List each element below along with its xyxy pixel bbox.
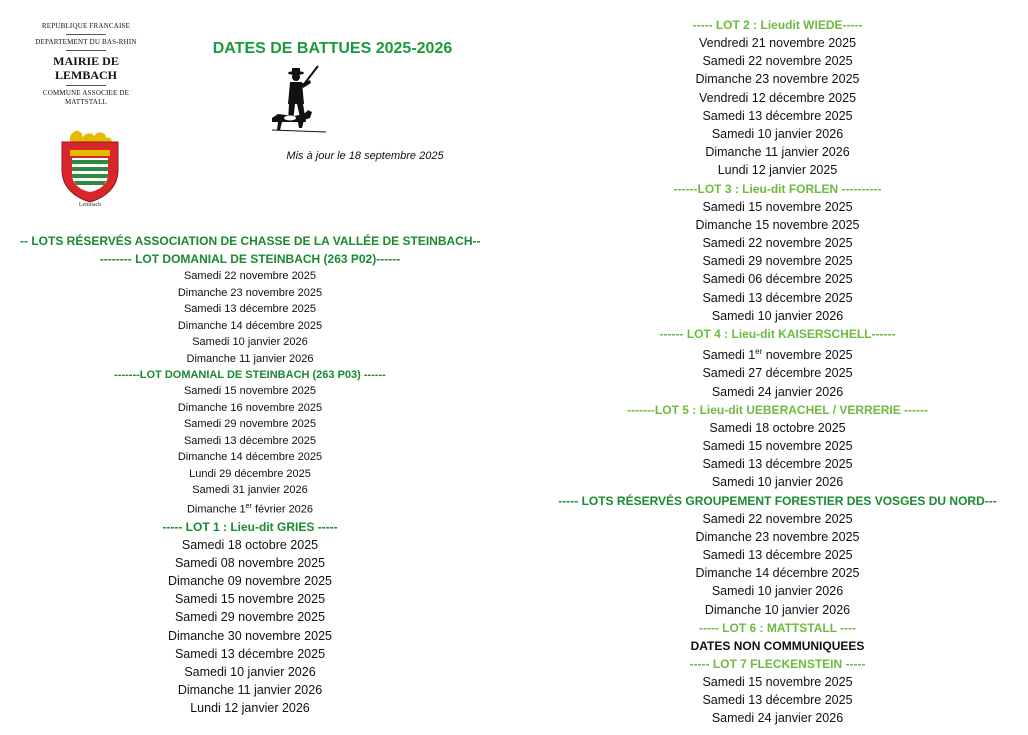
commune-associee-name: MATTSTALL <box>64 98 108 106</box>
date-item: Samedi 29 novembre 2025 <box>702 254 853 269</box>
lot-5-dates <box>555 419 1000 492</box>
lot-2-header: ----- LOT 2 : Lieudit WIEDE----- <box>692 18 863 32</box>
mairie-header <box>24 22 148 107</box>
date-item: Samedi 15 novembre 2025 <box>702 674 853 689</box>
date-item: Dimanche 16 novembre 2025 <box>177 401 323 414</box>
date-item: Samedi 13 décembre 2025 <box>174 646 326 661</box>
date-item: Samedi 22 novembre 2025 <box>702 54 853 69</box>
date-item: Samedi 13 décembre 2025 <box>702 693 853 708</box>
right-column <box>555 16 1000 727</box>
ordinal-suffix: er <box>245 502 252 510</box>
lot-5-header: -------LOT 5 : Lieu-dit UEBERACHEL / VERRERIE ------ <box>626 402 929 417</box>
date-item: Samedi 29 novembre 2025 <box>174 610 326 625</box>
date-item: Samedi 15 novembre 2025 <box>174 592 326 607</box>
date-item: Lundi 29 décembre 2025 <box>189 467 311 480</box>
date-item: Samedi 13 décembre 2025 <box>183 303 317 315</box>
date-item: Samedi 24 janvier 2026 <box>711 384 844 399</box>
date-item: Vendredi 12 décembre 2025 <box>698 90 857 105</box>
commune-name: LEMBACH <box>54 68 117 82</box>
date-item: Samedi 31 janvier 2026 <box>192 484 308 496</box>
date-prefix: Dimanche 1 <box>186 503 246 516</box>
date-item: Dimanche 14 décembre 2025 <box>177 451 323 463</box>
departement-label: DEPARTEMENT DU BAS-RHIN <box>35 38 137 46</box>
date-item: Dimanche 14 décembre 2025 <box>177 319 323 332</box>
lot-4-header: ------ LOT 4 : Lieu-dit KAISERSCHELL------ <box>659 327 896 342</box>
date-item: Samedi 10 janvier 2026 <box>711 308 844 323</box>
date-item: Samedi 13 décembre 2025 <box>702 290 853 305</box>
lot-7-header: ----- LOT 7 FLECKENSTEIN ----- <box>689 656 866 671</box>
lot-p03-header: -------LOT DOMANIAL DE STEINBACH (263 P03) ------ <box>114 369 386 381</box>
date-item <box>20 499 480 518</box>
date-suffix: février 2026 <box>251 503 314 516</box>
ordinal-suffix: er <box>755 347 763 357</box>
date-item: Samedi 15 novembre 2025 <box>702 439 853 454</box>
date-item: Samedi 24 janvier 2026 <box>711 711 844 726</box>
divider <box>66 50 106 51</box>
date-prefix: Samedi 1 <box>702 348 756 363</box>
date-item: Samedi 13 décembre 2025 <box>702 548 853 563</box>
lot-3-dates <box>555 198 1000 325</box>
date-item: Dimanche 14 décembre 2025 <box>695 566 860 581</box>
date-item: Dimanche 09 novembre 2025 <box>168 574 332 589</box>
groupement-forestier-heading: ----- LOTS RÉSERVÉS GROUPEMENT FORESTIER DES VOSGES DU NORD--- <box>558 493 997 508</box>
date-item: Samedi 10 janvier 2026 <box>711 584 844 599</box>
page-title: DATES DE BATTUES 2025-2026 <box>212 40 453 57</box>
left-column <box>20 232 480 718</box>
divider <box>66 34 106 35</box>
steinbach-association-heading: -- LOTS RÉSERVÉS ASSOCIATION DE CHASSE DE LA VALLÉE DE STEINBACH-- <box>20 234 481 248</box>
lot-1-header: ----- LOT 1 : Lieu-dit GRIES ----- <box>162 519 338 534</box>
lot-p02-header: -------- LOT DOMANIAL DE STEINBACH (263 P02)------ <box>99 252 401 266</box>
date-item: Samedi 15 novembre 2025 <box>183 385 317 397</box>
date-item: Samedi 13 décembre 2025 <box>183 434 317 447</box>
date-item: Samedi 13 décembre 2025 <box>702 457 853 472</box>
date-item: Samedi 10 janvier 2026 <box>192 336 308 348</box>
date-item <box>555 343 1000 364</box>
lot-6-header: ----- LOT 6 : MATTSTALL ---- <box>698 620 857 635</box>
update-date: Mis à jour le 18 septembre 2025 <box>286 150 444 162</box>
date-item: Dimanche 30 novembre 2025 <box>168 628 332 643</box>
date-item: Samedi 22 novembre 2025 <box>183 270 317 282</box>
mairie-label: MAIRIE DE <box>53 54 119 68</box>
date-item: Dimanche 23 novembre 2025 <box>695 529 860 544</box>
date-item: Dimanche 23 novembre 2025 <box>695 72 860 87</box>
date-item: Samedi 08 novembre 2025 <box>174 555 326 570</box>
groupement-dates <box>555 510 1000 619</box>
republique-label: REPUBLIQUE FRANCAISE <box>41 22 131 30</box>
lot-2-dates <box>555 34 1000 180</box>
date-item: Samedi 10 janvier 2026 <box>711 127 844 142</box>
date-item: Dimanche 23 novembre 2025 <box>177 286 323 299</box>
date-item: Samedi 22 novembre 2025 <box>702 236 853 251</box>
date-item: Samedi 10 janvier 2026 <box>711 475 844 490</box>
lot-3-header: ------LOT 3 : Lieu-dit FORLEN ---------- <box>673 181 882 196</box>
lot-4-dates <box>555 343 1000 401</box>
lot-1-dates <box>20 536 480 718</box>
date-item: Samedi 18 octobre 2025 <box>709 420 846 435</box>
coat-of-arms-icon <box>60 130 120 202</box>
lot-p03-dates <box>20 383 480 518</box>
date-item: Dimanche 15 novembre 2025 <box>695 217 860 232</box>
crest-caption: Lembach <box>78 202 102 208</box>
lot-p02-dates <box>20 268 480 367</box>
date-suffix: novembre 2025 <box>762 348 853 363</box>
lot-6-note: DATES NON COMMUNIQUEES <box>690 638 865 653</box>
date-item: Dimanche 11 janvier 2026 <box>186 352 314 365</box>
commune-associee-label: COMMUNE ASSOCIEE DE <box>42 89 130 97</box>
date-item: Samedi 06 décembre 2025 <box>702 272 853 287</box>
date-item: Samedi 29 novembre 2025 <box>183 418 317 430</box>
date-item: Dimanche 11 janvier 2026 <box>177 683 323 698</box>
date-item: Samedi 10 janvier 2026 <box>184 665 316 680</box>
date-item: Samedi 15 novembre 2025 <box>702 199 853 214</box>
date-item: Dimanche 11 janvier 2026 <box>705 145 850 160</box>
date-item: Samedi 18 octobre 2025 <box>181 537 319 552</box>
date-item: Lundi 12 janvier 2026 <box>190 701 310 716</box>
date-item: Lundi 12 janvier 2025 <box>717 163 838 178</box>
hunter-with-dog-icon <box>268 60 328 140</box>
date-item: Dimanche 10 janvier 2026 <box>704 602 851 617</box>
divider <box>66 85 106 86</box>
date-item: Samedi 22 novembre 2025 <box>702 511 853 526</box>
lot-7-dates <box>555 673 1000 728</box>
date-item: Samedi 27 décembre 2025 <box>702 366 853 381</box>
date-item: Vendredi 21 novembre 2025 <box>698 36 857 50</box>
date-item: Samedi 13 décembre 2025 <box>702 108 853 123</box>
